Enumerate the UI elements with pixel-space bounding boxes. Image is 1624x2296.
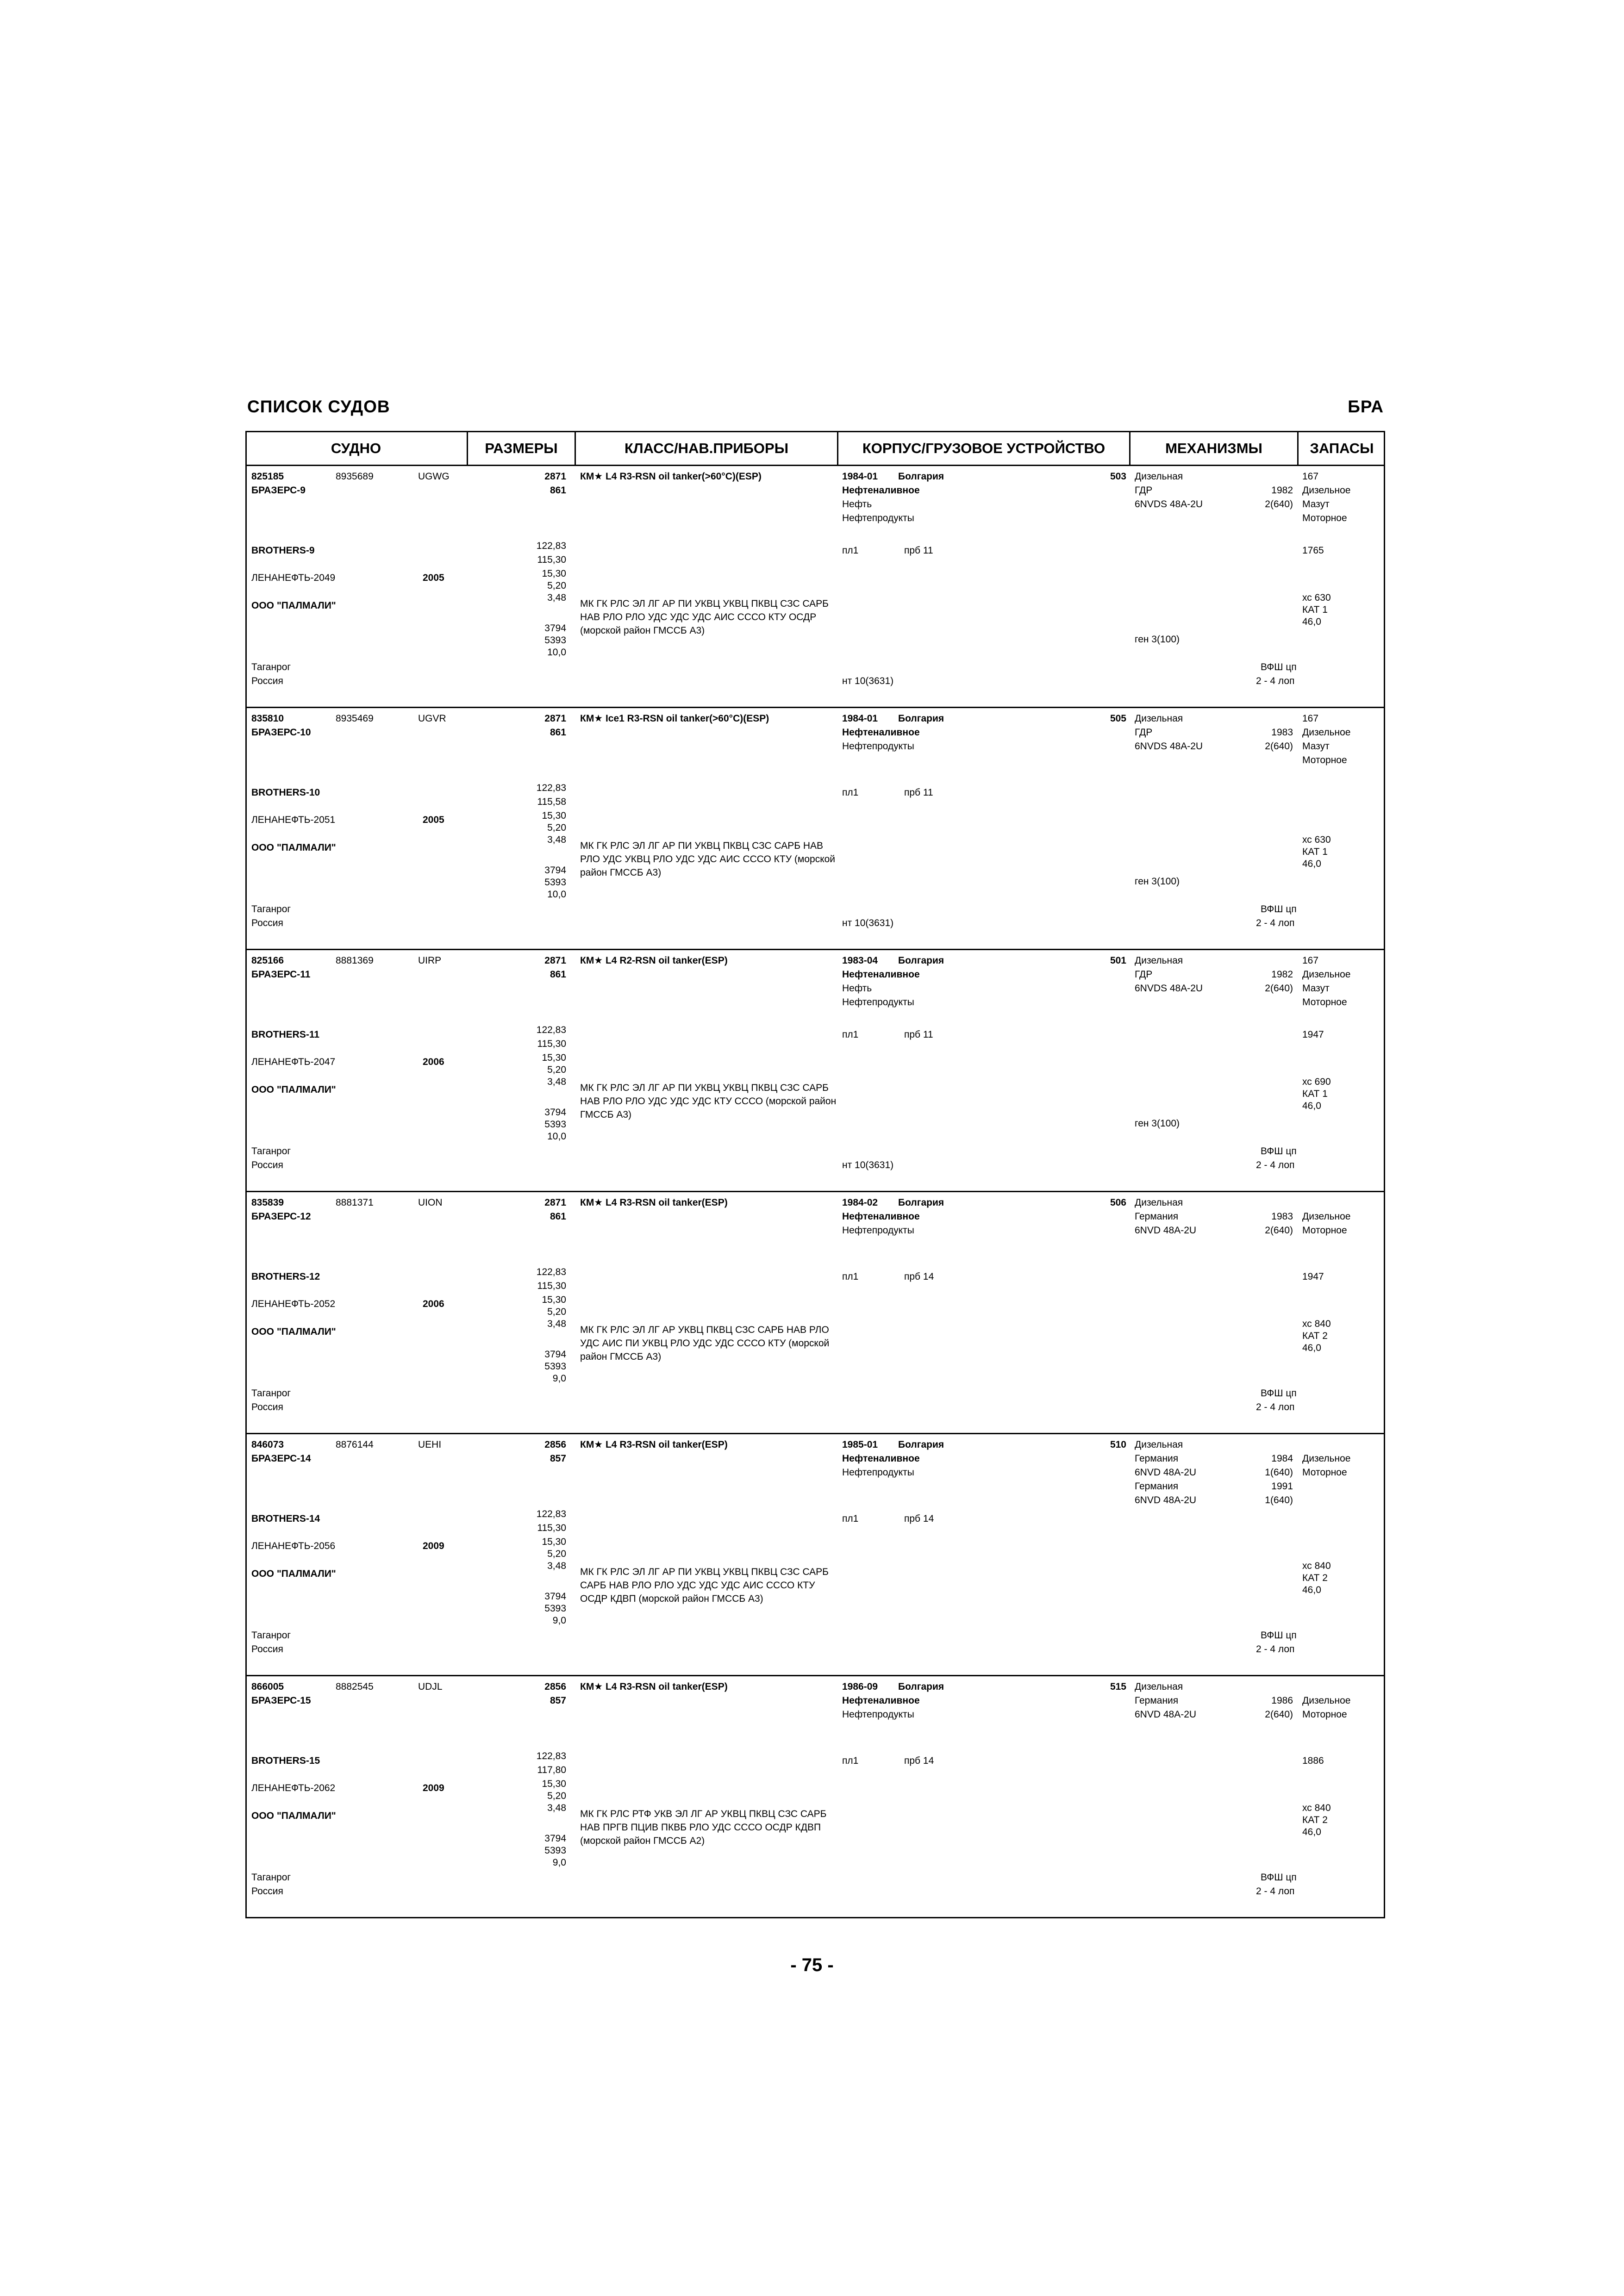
cargo-item: Нефтепродукты <box>842 513 914 523</box>
ship-engine-country: ГДР <box>1135 969 1153 980</box>
ship-engine-country: Германия <box>1135 1211 1179 1222</box>
ship-engine-year: 1986 <box>1271 1695 1293 1706</box>
store-item: КАТ 1 <box>1302 1089 1328 1099</box>
ship-year-renamed: 2009 <box>423 1783 444 1793</box>
ship-owner: ООО "ПАЛМАЛИ" <box>251 1811 336 1821</box>
dimension-value: 3794 <box>544 623 566 634</box>
dimension-value: 3,48 <box>547 1561 566 1571</box>
cargo-item: Нефтеналивное <box>842 1453 920 1464</box>
dimension-value: 2856 <box>544 1439 566 1450</box>
dimension-value: 2871 <box>544 471 566 482</box>
store-item: КАТ 1 <box>1302 604 1328 615</box>
store-item: 1765 <box>1302 545 1324 556</box>
ship-hull: пл1 <box>842 1029 859 1040</box>
ship-engine-power: 2(640) <box>1265 983 1293 994</box>
ship-engine-year: 1983 <box>1271 727 1293 738</box>
ship-project: 506 <box>1110 1197 1126 1208</box>
ship-builder-country: Болгария <box>898 1439 944 1450</box>
store-item: Моторное <box>1302 1225 1347 1236</box>
ship-project: 505 <box>1110 713 1126 724</box>
ship-bulkheads: прб 14 <box>904 1513 934 1524</box>
dimension-value: 15,30 <box>542 568 566 579</box>
ship-name-lat: BROTHERS-9 <box>251 545 315 556</box>
ship-class: КМ★ L4 R3-RSN oil tanker(ESP) <box>580 1197 728 1208</box>
ship-record <box>247 466 1384 708</box>
dimension-value: 122,83 <box>536 541 566 551</box>
ship-engine-type: Дизельная <box>1135 471 1183 482</box>
ship-port: Таганрог <box>251 1388 291 1399</box>
ship-owner: ООО "ПАЛМАЛИ" <box>251 1568 336 1579</box>
ship-name: БРАЗЕРС-10 <box>251 727 311 738</box>
ship-tonnage: нт 10(3631) <box>842 676 894 686</box>
ship-imo: 8876144 <box>336 1439 374 1450</box>
ship-name-lat: BROTHERS-15 <box>251 1755 320 1766</box>
ship-hull: пл1 <box>842 545 859 556</box>
ship-name-lat: BROTHERS-12 <box>251 1271 320 1282</box>
ship-name-lat: BROTHERS-14 <box>251 1513 320 1524</box>
ship-class: КМ★ L4 R3-RSN oil tanker(>60°C)(ESP) <box>580 471 762 482</box>
col-header-vessel: СУДНО <box>331 440 381 456</box>
dimension-value: 122,83 <box>536 1267 566 1277</box>
ship-record <box>247 1434 1384 1676</box>
dimension-value: 3794 <box>544 1591 566 1602</box>
cargo-item: Нефтеналивное <box>842 1211 920 1222</box>
dimension-value: 5,20 <box>547 1791 566 1801</box>
ship-engine2-year: 1991 <box>1271 1481 1293 1492</box>
dimension-value: 3794 <box>544 1349 566 1360</box>
ship-blades: 2 - 4 лоп <box>1256 676 1295 686</box>
store-item: 167 <box>1302 471 1319 482</box>
col-header-stores: ЗАПАСЫ <box>1297 432 1385 465</box>
dimension-value: 122,83 <box>536 1025 566 1035</box>
store-item: 46,0 <box>1302 1343 1321 1353</box>
ship-engine-year: 1982 <box>1271 969 1293 980</box>
ship-engine-type: Дизельная <box>1135 1439 1183 1450</box>
store-item: 46,0 <box>1302 1585 1321 1595</box>
ship-year-renamed: 2009 <box>423 1541 444 1551</box>
ship-reg: 835810 <box>251 713 284 724</box>
ship-blades: 2 - 4 лоп <box>1256 1160 1295 1170</box>
ship-engine-model: 6NVDS 48A-2U <box>1135 499 1203 510</box>
cargo-item: Нефтепродукты <box>842 1225 914 1236</box>
store-item: хс 690 <box>1302 1076 1331 1087</box>
ship-engine-model: 6NVDS 48A-2U <box>1135 741 1203 752</box>
ship-blades: 2 - 4 лоп <box>1256 1402 1295 1412</box>
cargo-item: Нефтепродукты <box>842 1467 914 1478</box>
ship-hull: пл1 <box>842 1755 859 1766</box>
store-item: КАТ 2 <box>1302 1815 1328 1825</box>
store-item: хс 840 <box>1302 1319 1331 1329</box>
ship-call: UEHI <box>418 1439 442 1450</box>
ship-engine2-model: 6NVD 48A-2U <box>1135 1495 1197 1506</box>
ship-engine-year: 1983 <box>1271 1211 1293 1222</box>
ship-record <box>247 950 1384 1192</box>
ship-bulkheads: прб 11 <box>904 545 933 556</box>
dimension-value: 5393 <box>544 1603 566 1614</box>
ship-call: UDJL <box>418 1681 443 1692</box>
ship-record <box>247 708 1384 950</box>
ship-country: Россия <box>251 1160 283 1170</box>
ship-owner: ООО "ПАЛМАЛИ" <box>251 1326 336 1337</box>
dimension-value: 3,48 <box>547 1319 566 1329</box>
ship-engine-year: 1982 <box>1271 485 1293 496</box>
ship-project: 515 <box>1110 1681 1126 1692</box>
ship-propeller: ВФШ цп <box>1261 1872 1297 1883</box>
cargo-item: Нефть <box>842 499 872 510</box>
ship-engine2-country: Германия <box>1135 1481 1179 1492</box>
dimension-value: 5393 <box>544 635 566 646</box>
ship-propeller: ВФШ цп <box>1261 1630 1297 1641</box>
col-header-hull: КОРПУС/ГРУЗОВОЕ УСТРОЙСТВО <box>837 432 1129 465</box>
cargo-item: Нефтепродукты <box>842 741 914 752</box>
ship-propeller: ВФШ цп <box>1261 904 1297 915</box>
ship-class: КМ★ L4 R3-RSN oil tanker(ESP) <box>580 1439 728 1450</box>
ship-builder-country: Болгария <box>898 713 944 724</box>
ship-hull: пл1 <box>842 1271 859 1282</box>
ship-owner: ООО "ПАЛМАЛИ" <box>251 1084 336 1095</box>
ship-name: БРАЗЕРС-9 <box>251 485 306 496</box>
ship-project: 510 <box>1110 1439 1126 1450</box>
ship-engine-model: 6NVD 48A-2U <box>1135 1709 1197 1720</box>
cargo-item: Нефтеналивное <box>842 969 920 980</box>
table-header <box>247 432 1384 466</box>
ship-blades: 2 - 4 лоп <box>1256 1644 1295 1655</box>
dimension-value: 2871 <box>544 713 566 724</box>
dimension-value: 5393 <box>544 1845 566 1856</box>
dimension-value: 5,20 <box>547 822 566 833</box>
dimension-value: 5,20 <box>547 1064 566 1075</box>
ship-name-lat: BROTHERS-11 <box>251 1029 320 1040</box>
dimension-value: 2871 <box>544 1197 566 1208</box>
ship-built: 1986-09 <box>842 1681 878 1692</box>
ship-owner: ООО "ПАЛМАЛИ" <box>251 842 336 853</box>
ship-port: Таганрог <box>251 662 291 672</box>
ship-name: БРАЗЕРС-12 <box>251 1211 311 1222</box>
dimension-value: 861 <box>550 485 566 496</box>
ship-country: Россия <box>251 1402 283 1412</box>
dimension-value: 115,30 <box>537 1281 566 1291</box>
store-item: Дизельное <box>1302 485 1351 496</box>
dimension-value: 5393 <box>544 1119 566 1130</box>
ship-engine-power: 2(640) <box>1265 1709 1293 1720</box>
ship-engine-type: Дизельная <box>1135 1681 1183 1692</box>
ship-year-renamed: 2006 <box>423 1057 444 1067</box>
ship-port: Таганрог <box>251 1872 291 1883</box>
ship-class: КМ★ Ice1 R3-RSN oil tanker(>60°C)(ESP) <box>580 713 769 724</box>
ship-hull: пл1 <box>842 787 859 798</box>
dimension-value: 2871 <box>544 955 566 966</box>
col-header-machinery: МЕХАНИЗМЫ <box>1129 432 1297 465</box>
ship-register-table <box>245 431 1385 1918</box>
ship-record <box>247 1192 1384 1434</box>
store-item: 46,0 <box>1302 1101 1321 1111</box>
ship-built: 1984-01 <box>842 713 878 724</box>
store-item: Дизельное <box>1302 969 1351 980</box>
dimension-value: 5393 <box>544 1361 566 1372</box>
ship-nav-equipment: МК ГК РЛС ЭЛ ЛГ АР ПИ УКВЦ УКВЦ ПКВЦ СЗС САРБ САРБ НАВ РЛО РЛО УДС УДС УДС АИС СССО КТУ ОСДР КДВП (морской район ГМССБ А3) <box>580 1567 829 1604</box>
store-item: Моторное <box>1302 513 1347 523</box>
dimension-value: 15,30 <box>542 1294 566 1305</box>
store-item: 167 <box>1302 713 1319 724</box>
ship-engine-type: Дизельная <box>1135 713 1183 724</box>
ship-call: UGVR <box>418 713 446 724</box>
ship-engine-country: Германия <box>1135 1453 1179 1464</box>
ship-built: 1984-01 <box>842 471 878 482</box>
dimension-value: 115,30 <box>537 1523 566 1533</box>
ship-bulkheads: прб 14 <box>904 1755 934 1766</box>
page-title: СПИСОК СУДОВ <box>247 397 390 416</box>
col-header-dimensions: РАЗМЕРЫ <box>467 432 575 465</box>
ship-port: Таганрог <box>251 1146 291 1157</box>
dimension-value: 122,83 <box>536 783 566 793</box>
dimension-value: 857 <box>550 1695 566 1706</box>
ship-former: ЛЕНАНЕФТЬ-2047 <box>251 1057 336 1067</box>
ship-engine2-power: 1(640) <box>1265 1495 1293 1506</box>
store-item: Моторное <box>1302 1709 1347 1720</box>
ship-call: UIRP <box>418 955 442 966</box>
dimension-value: 861 <box>550 969 566 980</box>
ship-engine-year: 1984 <box>1271 1453 1293 1464</box>
ship-reg: 866005 <box>251 1681 284 1692</box>
ship-engine-power: 1(640) <box>1265 1467 1293 1478</box>
ship-imo: 8935689 <box>336 471 374 482</box>
page-section-code: БРА <box>1348 397 1384 416</box>
dimension-value: 5,20 <box>547 1307 566 1317</box>
dimension-value: 115,58 <box>537 796 566 807</box>
ship-port: Таганрог <box>251 904 291 915</box>
dimension-value: 3,48 <box>547 834 566 845</box>
ship-reg: 846073 <box>251 1439 284 1450</box>
dimension-value: 5393 <box>544 877 566 888</box>
ship-year-renamed: 2005 <box>423 815 444 825</box>
store-item: Моторное <box>1302 997 1347 1008</box>
ship-imo: 8935469 <box>336 713 374 724</box>
ship-builder-country: Болгария <box>898 471 944 482</box>
dimension-value: 9,0 <box>552 1857 566 1868</box>
dimension-value: 10,0 <box>547 647 566 658</box>
dimension-value: 3,48 <box>547 1076 566 1087</box>
ship-propeller: ВФШ цп <box>1261 1146 1297 1157</box>
dimension-value: 115,30 <box>537 554 566 565</box>
store-item: 1947 <box>1302 1029 1324 1040</box>
col-header-class: КЛАСС/НАВ.ПРИБОРЫ <box>575 432 837 465</box>
ship-generator: ген 3(100) <box>1135 876 1180 887</box>
ship-name: БРАЗЕРС-11 <box>251 969 311 980</box>
ship-record <box>247 1676 1384 1917</box>
ship-bulkheads: прб 11 <box>904 787 933 798</box>
store-item: Мазут <box>1302 983 1330 994</box>
dimension-value: 10,0 <box>547 889 566 900</box>
page-number: - 75 - <box>790 1955 834 1975</box>
ship-engine-country: ГДР <box>1135 727 1153 738</box>
ship-built: 1985-01 <box>842 1439 878 1450</box>
ship-propeller: ВФШ цп <box>1261 1388 1297 1399</box>
store-item: КАТ 2 <box>1302 1331 1328 1341</box>
dimension-value: 857 <box>550 1453 566 1464</box>
ship-country: Россия <box>251 918 283 928</box>
ship-former: ЛЕНАНЕФТЬ-2051 <box>251 815 336 825</box>
ship-engine-model: 6NVD 48A-2U <box>1135 1225 1197 1236</box>
ship-engine-power: 2(640) <box>1265 1225 1293 1236</box>
ship-port: Таганрог <box>251 1630 291 1641</box>
store-item: хс 840 <box>1302 1561 1331 1571</box>
ship-year-renamed: 2006 <box>423 1299 444 1309</box>
ship-country: Россия <box>251 1644 283 1655</box>
ship-owner: ООО "ПАЛМАЛИ" <box>251 600 336 611</box>
ship-engine-type: Дизельная <box>1135 955 1183 966</box>
dimension-value: 15,30 <box>542 1779 566 1789</box>
dimension-value: 861 <box>550 1211 566 1222</box>
ship-class: КМ★ L4 R3-RSN oil tanker(ESP) <box>580 1681 728 1692</box>
dimension-value: 2856 <box>544 1681 566 1692</box>
ship-name: БРАЗЕРС-15 <box>251 1695 311 1706</box>
ship-tonnage: нт 10(3631) <box>842 1160 894 1170</box>
ship-engine-country: ГДР <box>1135 485 1153 496</box>
ship-tonnage: нт 10(3631) <box>842 918 894 928</box>
store-item: 167 <box>1302 955 1319 966</box>
ship-nav-equipment: МК ГК РЛС ЭЛ ЛГ АР УКВЦ ПКВЦ СЗС САРБ НАВ РЛО УДС АИС ПИ УКВЦ РЛО УДС УДС СССО КТУ (морской район ГМССБ А3) <box>580 1325 830 1362</box>
ship-class: КМ★ L4 R2-RSN oil tanker(ESP) <box>580 955 728 966</box>
dimension-value: 3794 <box>544 865 566 876</box>
ship-imo: 8881371 <box>336 1197 374 1208</box>
store-item: хс 840 <box>1302 1803 1331 1813</box>
ship-reg: 835839 <box>251 1197 284 1208</box>
ship-builder-country: Болгария <box>898 1681 944 1692</box>
dimension-value: 15,30 <box>542 810 566 821</box>
ship-year-renamed: 2005 <box>423 572 444 583</box>
store-item: 46,0 <box>1302 616 1321 627</box>
ship-engine-model: 6NVDS 48A-2U <box>1135 983 1203 994</box>
ship-name: БРАЗЕРС-14 <box>251 1453 311 1464</box>
ship-former: ЛЕНАНЕФТЬ-2056 <box>251 1541 336 1551</box>
ship-built: 1984-02 <box>842 1197 878 1208</box>
ship-builder-country: Болгария <box>898 955 944 966</box>
ship-nav-equipment: МК ГК РЛС ЭЛ ЛГ АР ПИ УКВЦ УКВЦ ПКВЦ СЗС САРБ НАВ РЛО РЛО УДС УДС УДС КТУ СССО (морской район ГМССБ А3) <box>580 1083 837 1120</box>
store-item: Дизельное <box>1302 727 1351 738</box>
dimension-value: 9,0 <box>552 1615 566 1626</box>
dimension-value: 117,80 <box>537 1765 566 1775</box>
cargo-item: Нефтепродукты <box>842 1709 914 1720</box>
cargo-item: Нефтеналивное <box>842 485 920 496</box>
dimension-value: 5,20 <box>547 1549 566 1559</box>
ship-engine-country: Германия <box>1135 1695 1179 1706</box>
dimension-value: 9,0 <box>552 1373 566 1384</box>
store-item: Дизельное <box>1302 1211 1351 1222</box>
dimension-value: 5,20 <box>547 580 566 591</box>
ship-name-lat: BROTHERS-10 <box>251 787 320 798</box>
store-item: КАТ 1 <box>1302 846 1328 857</box>
store-item: 46,0 <box>1302 859 1321 869</box>
cargo-item: Нефтеналивное <box>842 1695 920 1706</box>
store-item: Мазут <box>1302 741 1330 752</box>
dimension-value: 15,30 <box>542 1537 566 1547</box>
ship-built: 1983-04 <box>842 955 878 966</box>
ship-propeller: ВФШ цп <box>1261 662 1297 672</box>
cargo-item: Нефть <box>842 983 872 994</box>
ship-bulkheads: прб 14 <box>904 1271 934 1282</box>
ship-generator: ген 3(100) <box>1135 634 1180 645</box>
ship-imo: 8881369 <box>336 955 374 966</box>
store-item: 1947 <box>1302 1271 1324 1282</box>
ship-country: Россия <box>251 1886 283 1897</box>
ship-blades: 2 - 4 лоп <box>1256 918 1295 928</box>
store-item: Мазут <box>1302 499 1330 510</box>
cargo-item: Нефтепродукты <box>842 997 914 1008</box>
ship-blades: 2 - 4 лоп <box>1256 1886 1295 1897</box>
dimension-value: 3794 <box>544 1107 566 1118</box>
ship-engine-power: 2(640) <box>1265 741 1293 752</box>
ship-reg: 825185 <box>251 471 284 482</box>
ship-call: UION <box>418 1197 443 1208</box>
ship-nav-equipment: МК ГК РЛС РТФ УКВ ЭЛ ЛГ АР УКВЦ ПКВЦ СЗС САРБ НАВ ПРГВ ПЦИВ ПКВБ РЛО УДС СССО ОСДР КДВП (морской район ГМССБ А2) <box>580 1809 827 1846</box>
dimension-value: 10,0 <box>547 1131 566 1142</box>
dimension-value: 115,30 <box>537 1039 566 1049</box>
store-item: Дизельное <box>1302 1453 1351 1464</box>
ship-country: Россия <box>251 676 283 686</box>
ship-generator: ген 3(100) <box>1135 1118 1180 1129</box>
ship-bulkheads: прб 11 <box>904 1029 933 1040</box>
dimension-value: 122,83 <box>536 1509 566 1519</box>
dimension-value: 861 <box>550 727 566 738</box>
store-item: 46,0 <box>1302 1827 1321 1837</box>
store-item: Моторное <box>1302 1467 1347 1478</box>
dimension-value: 15,30 <box>542 1052 566 1063</box>
ship-former: ЛЕНАНЕФТЬ-2062 <box>251 1783 336 1793</box>
dimension-value: 3794 <box>544 1833 566 1844</box>
ship-engine-type: Дизельная <box>1135 1197 1183 1208</box>
ship-nav-equipment: МК ГК РЛС ЭЛ ЛГ АР ПИ УКВЦ УКВЦ ПКВЦ СЗС САРБ НАВ РЛО РЛО УДС УДС УДС АИС СССО КТУ ОСДР (морской район ГМССБ А3) <box>580 598 829 636</box>
ship-engine-power: 2(640) <box>1265 499 1293 510</box>
store-item: 1886 <box>1302 1755 1324 1766</box>
ship-former: ЛЕНАНЕФТЬ-2052 <box>251 1299 336 1309</box>
store-item: хс 630 <box>1302 834 1331 845</box>
ship-project: 503 <box>1110 471 1126 482</box>
ship-engine-model: 6NVD 48A-2U <box>1135 1467 1197 1478</box>
dimension-value: 3,48 <box>547 592 566 603</box>
store-item: Моторное <box>1302 755 1347 765</box>
store-item: КАТ 2 <box>1302 1573 1328 1583</box>
ship-hull: пл1 <box>842 1513 859 1524</box>
ship-call: UGWG <box>418 471 450 482</box>
ship-builder-country: Болгария <box>898 1197 944 1208</box>
store-item: хс 630 <box>1302 592 1331 603</box>
ship-reg: 825166 <box>251 955 284 966</box>
dimension-value: 122,83 <box>536 1751 566 1761</box>
cargo-item: Нефтеналивное <box>842 727 920 738</box>
ship-former: ЛЕНАНЕФТЬ-2049 <box>251 572 336 583</box>
dimension-value: 3,48 <box>547 1803 566 1813</box>
ship-project: 501 <box>1110 955 1126 966</box>
store-item: Дизельное <box>1302 1695 1351 1706</box>
ship-nav-equipment: МК ГК РЛС ЭЛ ЛГ АР ПИ УКВЦ ПКВЦ СЗС САРБ НАВ РЛО УДС УКВЦ РЛО УДС УДС АИС СССО КТУ (морской район ГМССБ А3) <box>580 840 836 878</box>
ship-imo: 8882545 <box>336 1681 374 1692</box>
